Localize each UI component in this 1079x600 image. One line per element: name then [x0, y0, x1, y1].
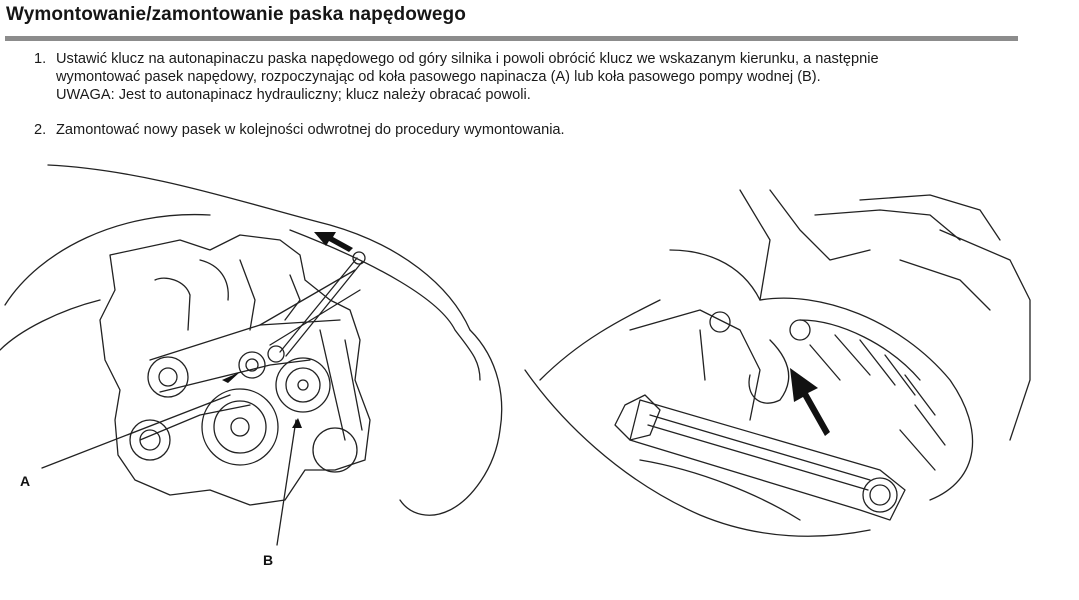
page-title: Wymontowanie/zamontowanie paska napędowego — [6, 4, 466, 25]
step-number: 1. — [34, 51, 47, 67]
step-text — [56, 121, 565, 139]
instruction-step-1 — [34, 50, 1024, 104]
step-note: UWAGA: Jest to autonapinacz hydrauliczny; klucz należy obracać powoli. — [56, 87, 531, 103]
step-line: Ustawić klucz na autonapinaczu paska napędowego od góry silnika i powoli obrócić klucz we wskazanym kierunku, a następnie — [56, 51, 879, 67]
title-divider — [5, 36, 1018, 41]
instruction-step-2 — [34, 121, 1024, 139]
step-number: 2. — [34, 122, 47, 138]
callout-label-a: A — [20, 473, 31, 489]
step-line: wymontować pasek napędowy, rozpoczynając od koła pasowego napinacza (A) lub koła pasowego pompy wodnej (B). — [56, 69, 821, 85]
step-text — [56, 50, 879, 104]
step-line: Zamontować nowy pasek w kolejności odwrotnej do procedury wymontowania. — [56, 122, 565, 138]
callout-label-b: B — [263, 552, 274, 568]
belt-routing-illustration — [0, 150, 510, 600]
instruction-list — [34, 50, 1024, 156]
tensioner-wrench-illustration — [520, 180, 1040, 540]
